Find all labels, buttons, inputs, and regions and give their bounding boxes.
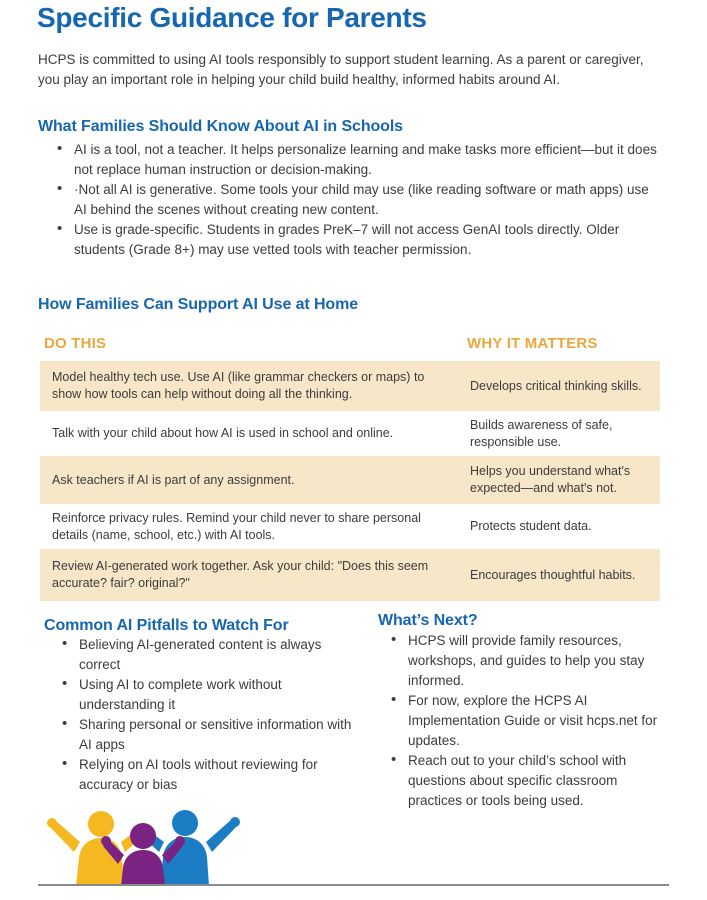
table-row	[40, 411, 660, 456]
table-row	[40, 361, 660, 411]
table-cell-do: Reinforce privacy rules. Remind your child never to share personal details (name, school, etc.) with AI tools.	[52, 510, 421, 542]
list-item: • HCPS will provide family resources, workshops, and guides to help you stay informed.	[387, 631, 667, 691]
section-heading-common-ai-pitfalls: Common AI Pitfalls to Watch For	[44, 617, 289, 634]
table-row	[40, 549, 660, 601]
three-people-cheering-graphic	[45, 808, 245, 886]
list-item: • Relying on AI tools without reviewing for accuracy or bias	[58, 755, 358, 795]
footer-divider	[38, 884, 669, 886]
table-cell-do: Ask teachers if AI is part of any assignment.	[52, 472, 295, 487]
intro-paragraph: HCPS is committed to using AI tools responsibly to support student learning. As a parent or caregiver, you play an important role in helping your child build healthy, informed habits around AI.	[38, 52, 644, 87]
table-cell-why: Protects student data.	[470, 519, 592, 533]
table-cell-why: Builds awareness of safe, responsible use.	[470, 417, 613, 449]
table-row	[40, 504, 660, 549]
page-title: Specific Guidance for Parents	[37, 2, 427, 33]
table-row	[40, 456, 660, 504]
list-item: • Using AI to complete work without understanding it	[58, 675, 358, 715]
table-cell-do: Model healthy tech use. Use AI (like grammar checkers or maps) to show how tools can help without doing all the thinking.	[52, 370, 425, 401]
column-header-do-this: DO THIS	[44, 335, 107, 352]
column-header-why-it-matters: WHY IT MATTERS	[467, 335, 598, 352]
table-cell-why: Encourages thoughtful habits.	[470, 567, 636, 582]
whats-next-bullet-list	[387, 631, 667, 811]
pitfalls-bullet-list	[58, 635, 358, 795]
section-heading-how-families-can-support: How Families Can Support AI Use at Home	[38, 296, 359, 313]
table-cell-why: Develops critical thinking skills.	[470, 378, 642, 393]
list-item: • Sharing personal or sensitive information with AI apps	[58, 715, 358, 755]
table-header-row	[40, 335, 660, 361]
list-item: • AI is a tool, not a teacher. It helps personalize learning and make tasks more efficient—but it does not replace human instruction or decision-making.	[53, 140, 661, 180]
table-cell-why: Helps you understand what's expected—and what's not.	[470, 464, 631, 495]
list-item: • Reach out to your child’s school with questions about specific classroom practices or tools being used.	[387, 751, 667, 811]
list-item: • For now, explore the HCPS AI Implementation Guide or visit hcps.net for updates.	[387, 691, 667, 751]
list-item: • Believing AI-generated content is always correct	[58, 635, 358, 675]
section-heading-what-families-should-know: What Families Should Know About AI in Schools	[38, 118, 403, 135]
section-heading-whats-next: What’s Next?	[378, 612, 478, 629]
support-table	[40, 335, 660, 601]
table-cell-do: Talk with your child about how AI is used in school and online.	[52, 426, 394, 440]
table-cell-do: Review AI-generated work together. Ask your child: "Does this seem accurate? fair? original?"	[52, 559, 429, 590]
know-bullet-list	[53, 140, 661, 260]
list-item: • ·Not all AI is generative. Some tools your child may use (like reading software or math apps) use AI behind the scenes without creating new content.	[53, 180, 661, 220]
list-item: • Use is grade-specific. Students in grades PreK–7 will not access GenAI tools directly. Older students (Grade 8+) may use vetted tools with teacher permission.	[53, 220, 661, 260]
